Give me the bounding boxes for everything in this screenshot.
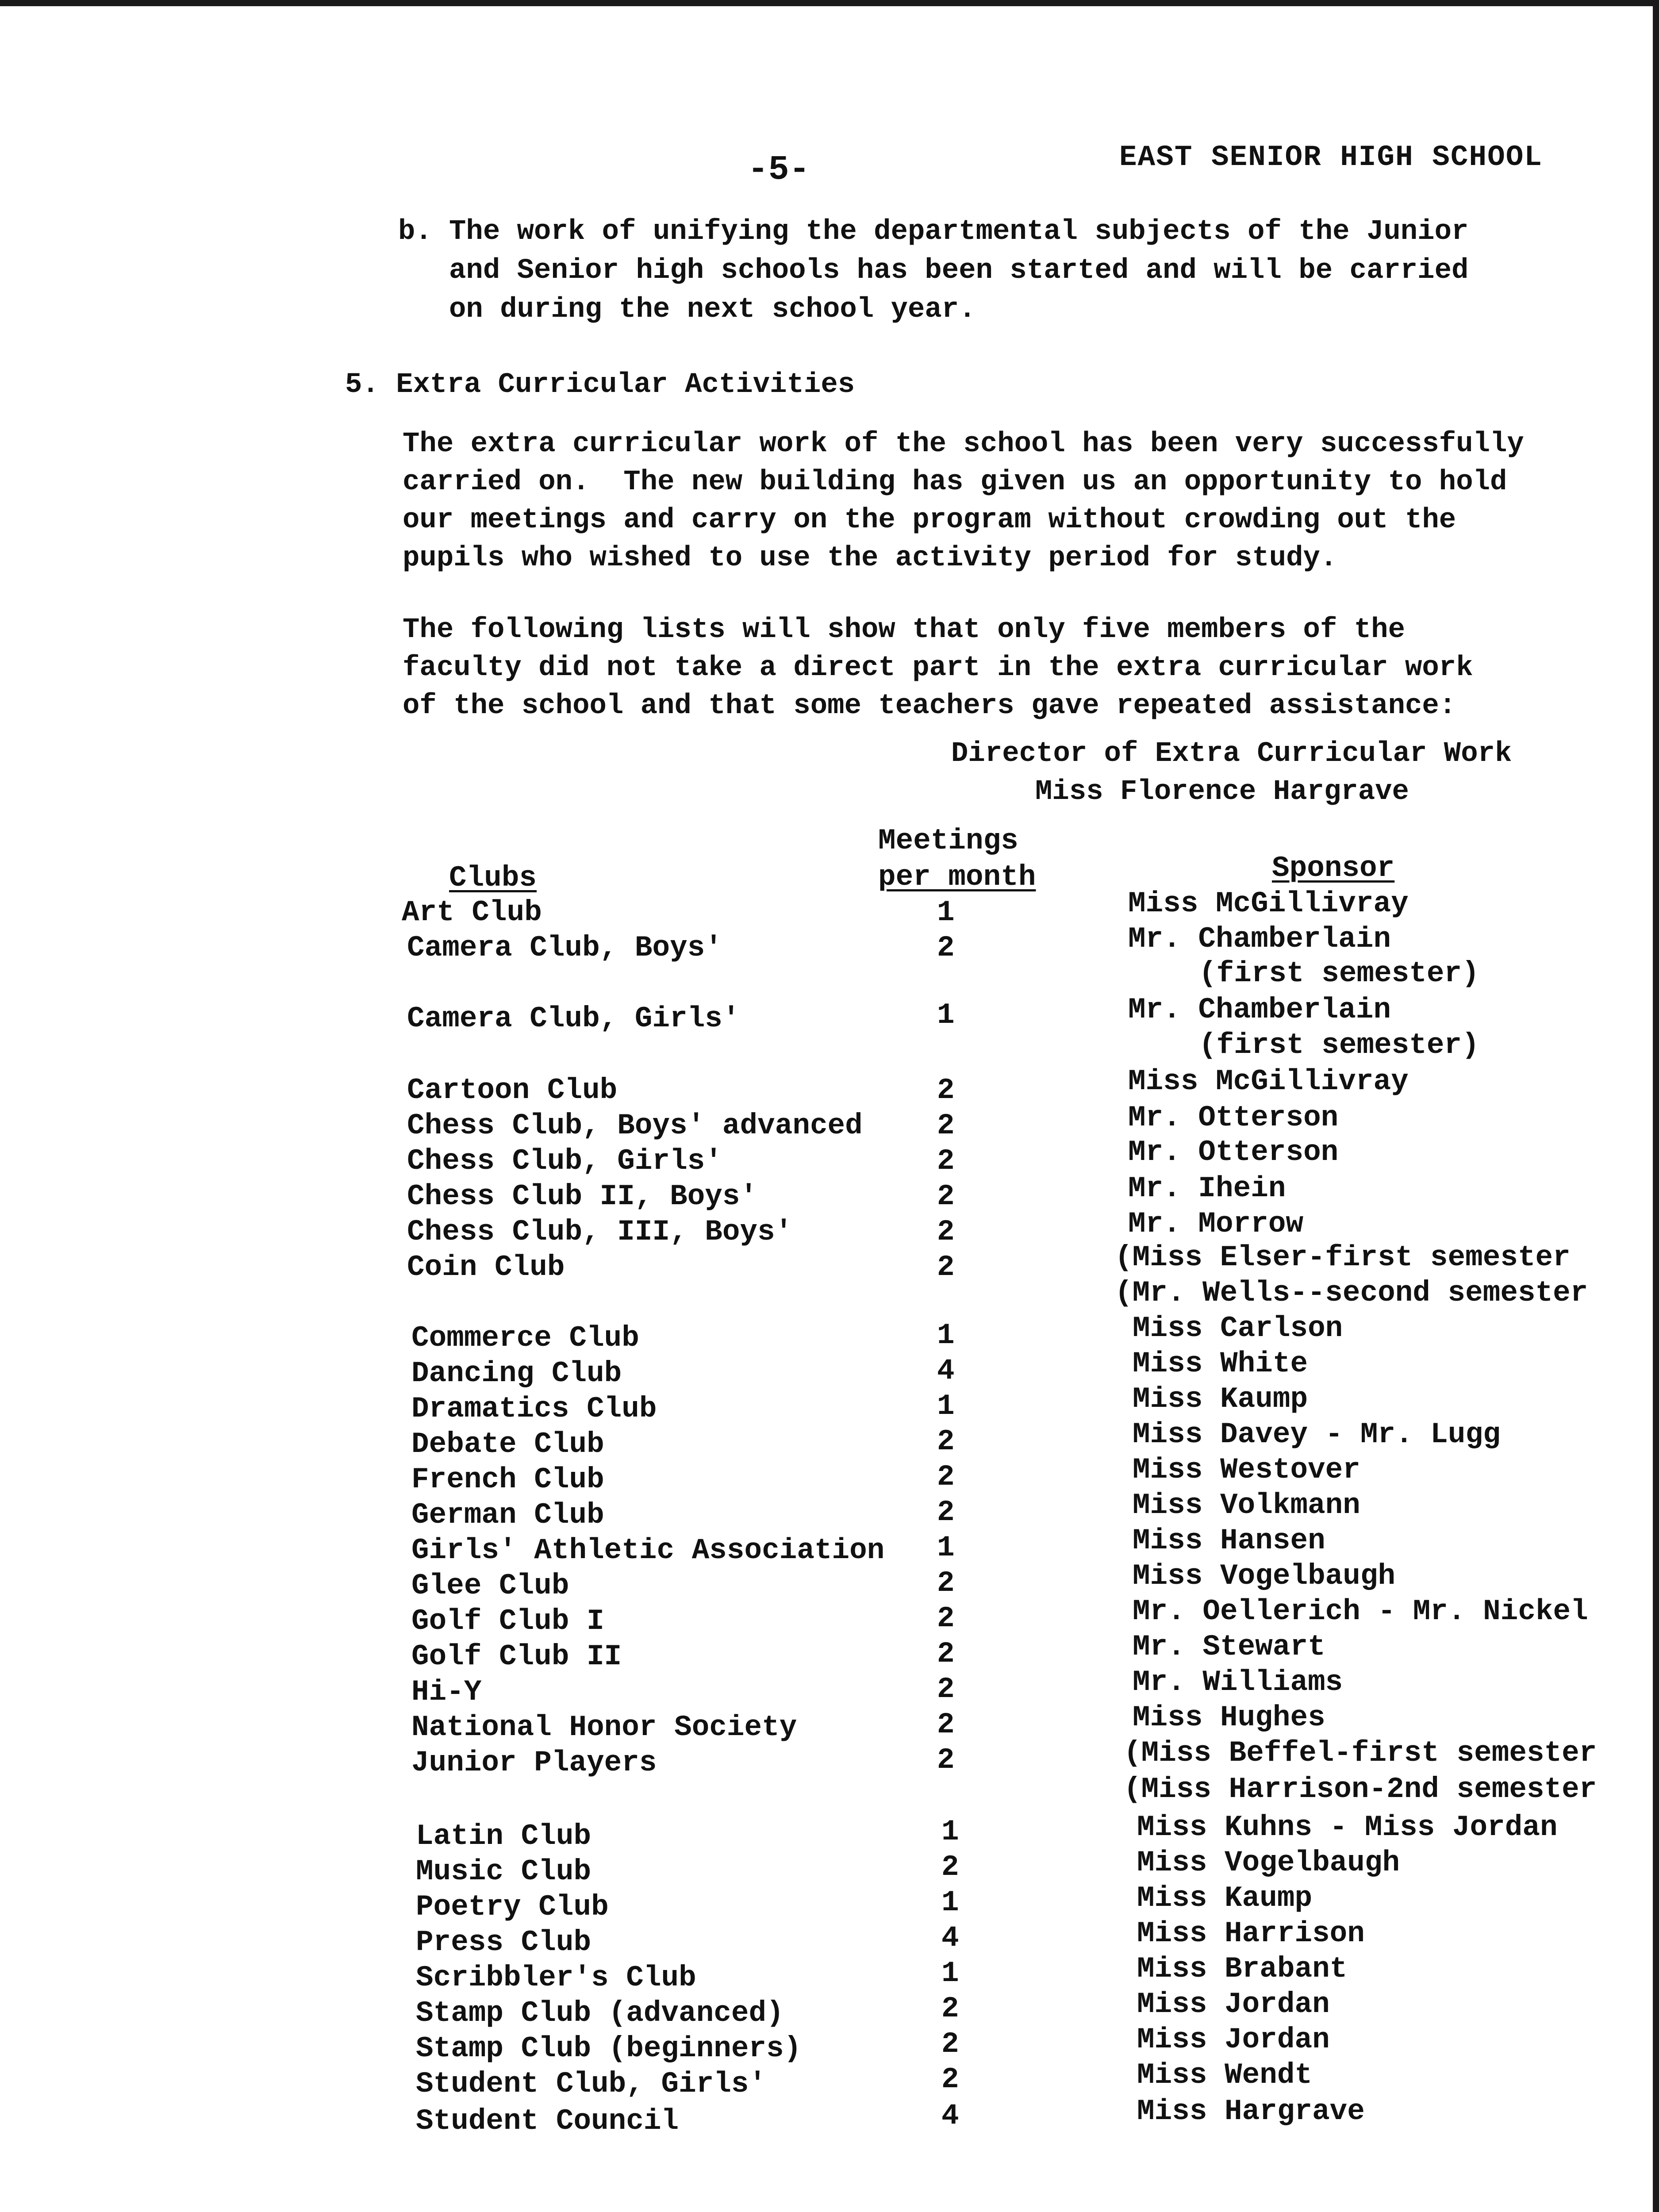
scan-border-top: [0, 0, 1659, 6]
meetings-count: 1: [937, 998, 955, 1032]
sponsor-name: Miss Vogelbaugh: [1133, 1559, 1396, 1593]
club-name: Music Club: [416, 1855, 591, 1888]
meetings-count: 1: [941, 1815, 959, 1848]
sponsor-name: Mr. Chamberlain: [1128, 993, 1391, 1026]
meetings-count: 2: [941, 1851, 959, 1884]
sponsor-note: (first semester): [1199, 1029, 1479, 1062]
club-name: Golf Club I: [411, 1605, 604, 1638]
meetings-count: 2: [937, 1109, 955, 1142]
meetings-count: 2: [937, 1460, 955, 1494]
club-name: Chess Club, Boys' advanced: [407, 1109, 863, 1142]
sponsor-name: Miss Kaump: [1137, 1882, 1313, 1915]
club-name: Debate Club: [411, 1428, 604, 1461]
club-name: Hi-Y: [411, 1675, 482, 1709]
club-name: Camera Club, Boys': [407, 931, 722, 964]
club-name: Dramatics Club: [411, 1392, 657, 1425]
meetings-count: 2: [941, 2028, 959, 2061]
sponsor-name: Miss Westover: [1133, 1453, 1360, 1486]
club-name: Cartoon Club: [407, 1074, 618, 1107]
club-name: Poetry Club: [416, 1890, 609, 1924]
meetings-count: 2: [937, 1673, 955, 1706]
club-name: Art Club: [402, 896, 542, 929]
club-name: Glee Club: [411, 1569, 569, 1602]
sponsor-note: (Miss Harrison-2nd semester: [1124, 1773, 1597, 1806]
sponsor-name: (Miss Elser-first semester: [1115, 1241, 1571, 1274]
sponsor-name: Mr. Morrow: [1128, 1207, 1304, 1240]
sponsor-name: Miss Davey - Mr. Lugg: [1133, 1418, 1501, 1451]
meetings-count: 4: [937, 1354, 955, 1387]
sponsor-name: Miss Carlson: [1133, 1312, 1343, 1345]
sponsor-name: Mr. Oellerich - Mr. Nickel: [1133, 1595, 1588, 1628]
sponsor-name: Miss Jordan: [1137, 2023, 1330, 2056]
club-name: National Honor Society: [411, 1711, 797, 1744]
paragraph-line: The extra curricular work of the school has been very successfully: [403, 428, 1524, 460]
sponsor-name: Miss Kuhns - Miss Jordan: [1137, 1811, 1558, 1844]
sponsor-name: Miss Hughes: [1133, 1701, 1325, 1734]
meetings-count: 1: [937, 1319, 955, 1352]
meetings-header-line2: per month: [878, 860, 1036, 894]
sponsor-name: Mr. Otterson: [1128, 1101, 1339, 1134]
paragraph-line: our meetings and carry on the program without crowding out the: [403, 504, 1456, 536]
clubs-header: Clubs: [449, 861, 537, 895]
school-name: EAST SENIOR HIGH SCHOOL: [1119, 141, 1543, 174]
club-name: Camera Club, Girls': [407, 1002, 740, 1035]
sponsor-name: Miss Hansen: [1133, 1524, 1325, 1557]
sponsor-name: Mr. Stewart: [1133, 1630, 1325, 1663]
sponsor-note: (Mr. Wells--second semester: [1115, 1276, 1588, 1310]
sponsor-name: Miss Harrison: [1137, 1917, 1365, 1950]
meetings-count: 2: [937, 1180, 955, 1213]
club-name: Chess Club, III, Boys': [407, 1215, 793, 1248]
sponsor-name: Miss McGillivray: [1128, 1065, 1409, 1098]
club-name: Coin Club: [407, 1251, 565, 1284]
item-line: The work of unifying the departmental subjects of the Junior: [449, 216, 1469, 248]
meetings-header-line1: Meetings: [878, 824, 1018, 857]
sponsor-name: Miss Wendt: [1137, 2058, 1313, 2092]
paragraph-line: carried on. The new building has given us an opportunity to hold: [403, 466, 1507, 498]
club-name: Chess Club II, Boys': [407, 1180, 758, 1213]
meetings-count: 2: [941, 2063, 959, 2096]
sponsor-name: Mr. Chamberlain: [1128, 922, 1391, 956]
club-name: Stamp Club (beginners): [416, 2032, 802, 2065]
sponsor-name: Miss Jordan: [1137, 1988, 1330, 2021]
meetings-count: 1: [941, 1957, 959, 1990]
club-name: Commerce Club: [411, 1321, 639, 1355]
sponsor-name: Miss McGillivray: [1128, 887, 1409, 920]
sponsor-header: Sponsor: [1272, 852, 1395, 885]
meetings-count: 2: [937, 1251, 955, 1284]
club-name: French Club: [411, 1463, 604, 1496]
meetings-count: 2: [937, 1743, 955, 1777]
meetings-count: 1: [937, 1531, 955, 1564]
item-line: and Senior high schools has been started and will be carried: [449, 255, 1469, 287]
meetings-count: 2: [937, 1496, 955, 1529]
club-name: Scribbler's Club: [416, 1961, 696, 1994]
scan-border-right: [1653, 0, 1659, 2212]
meetings-count: 1: [937, 896, 955, 929]
sponsor-name: Mr. Ihein: [1128, 1172, 1286, 1205]
paragraph-line: pupils who wished to use the activity period for study.: [403, 542, 1337, 574]
paragraph-line: faculty did not take a direct part in the extra curricular work: [403, 652, 1473, 684]
club-name: Dancing Club: [411, 1357, 622, 1390]
meetings-count: 2: [937, 1074, 955, 1107]
sponsor-name: Miss Kaump: [1133, 1382, 1308, 1416]
club-name: Stamp Club (advanced): [416, 1997, 784, 2030]
sponsor-name: Mr. Williams: [1133, 1666, 1343, 1699]
meetings-count: 4: [941, 1921, 959, 1955]
director-title: Director of Extra Curricular Work: [951, 738, 1512, 770]
meetings-count: 4: [941, 2099, 959, 2132]
club-name: Girls' Athletic Association: [411, 1534, 885, 1567]
meetings-count: 2: [937, 1708, 955, 1741]
meetings-count: 2: [937, 1425, 955, 1458]
club-name: Press Club: [416, 1926, 591, 1959]
meetings-count: 2: [937, 1602, 955, 1635]
sponsor-name: Mr. Otterson: [1128, 1136, 1339, 1169]
meetings-count: 2: [941, 1992, 959, 2025]
meetings-count: 1: [941, 1886, 959, 1919]
sponsor-name: Miss White: [1133, 1347, 1308, 1380]
item-line: on during the next school year.: [449, 294, 976, 326]
club-name: German Club: [411, 1498, 604, 1532]
meetings-count: 2: [937, 1637, 955, 1671]
item-marker: b.: [398, 216, 432, 248]
sponsor-name: (Miss Beffel-first semester: [1124, 1736, 1597, 1770]
club-name: Junior Players: [411, 1746, 657, 1779]
director-name: Miss Florence Hargrave: [1035, 776, 1409, 808]
sponsor-note: (first semester): [1199, 957, 1479, 990]
paragraph-line: The following lists will show that only five members of the: [403, 614, 1405, 646]
sponsor-name: Miss Volkmann: [1133, 1489, 1360, 1522]
club-name: Golf Club II: [411, 1640, 622, 1673]
club-name: Chess Club, Girls': [407, 1144, 722, 1178]
section-heading: 5. Extra Curricular Activities: [345, 369, 855, 401]
club-name: Latin Club: [416, 1820, 591, 1853]
meetings-count: 2: [937, 1215, 955, 1248]
club-name: Student Council: [416, 2104, 679, 2138]
sponsor-name: Miss Brabant: [1137, 1952, 1348, 1985]
meetings-count: 2: [937, 1144, 955, 1178]
sponsor-name: Miss Hargrave: [1137, 2095, 1365, 2128]
sponsor-name: Miss Vogelbaugh: [1137, 1846, 1400, 1879]
meetings-count: 2: [937, 1567, 955, 1600]
page-number: -5-: [748, 150, 810, 189]
paragraph-line: of the school and that some teachers gave repeated assistance:: [403, 690, 1456, 722]
meetings-count: 1: [937, 1390, 955, 1423]
meetings-count: 2: [937, 931, 955, 964]
club-name: Student Club, Girls': [416, 2067, 767, 2101]
